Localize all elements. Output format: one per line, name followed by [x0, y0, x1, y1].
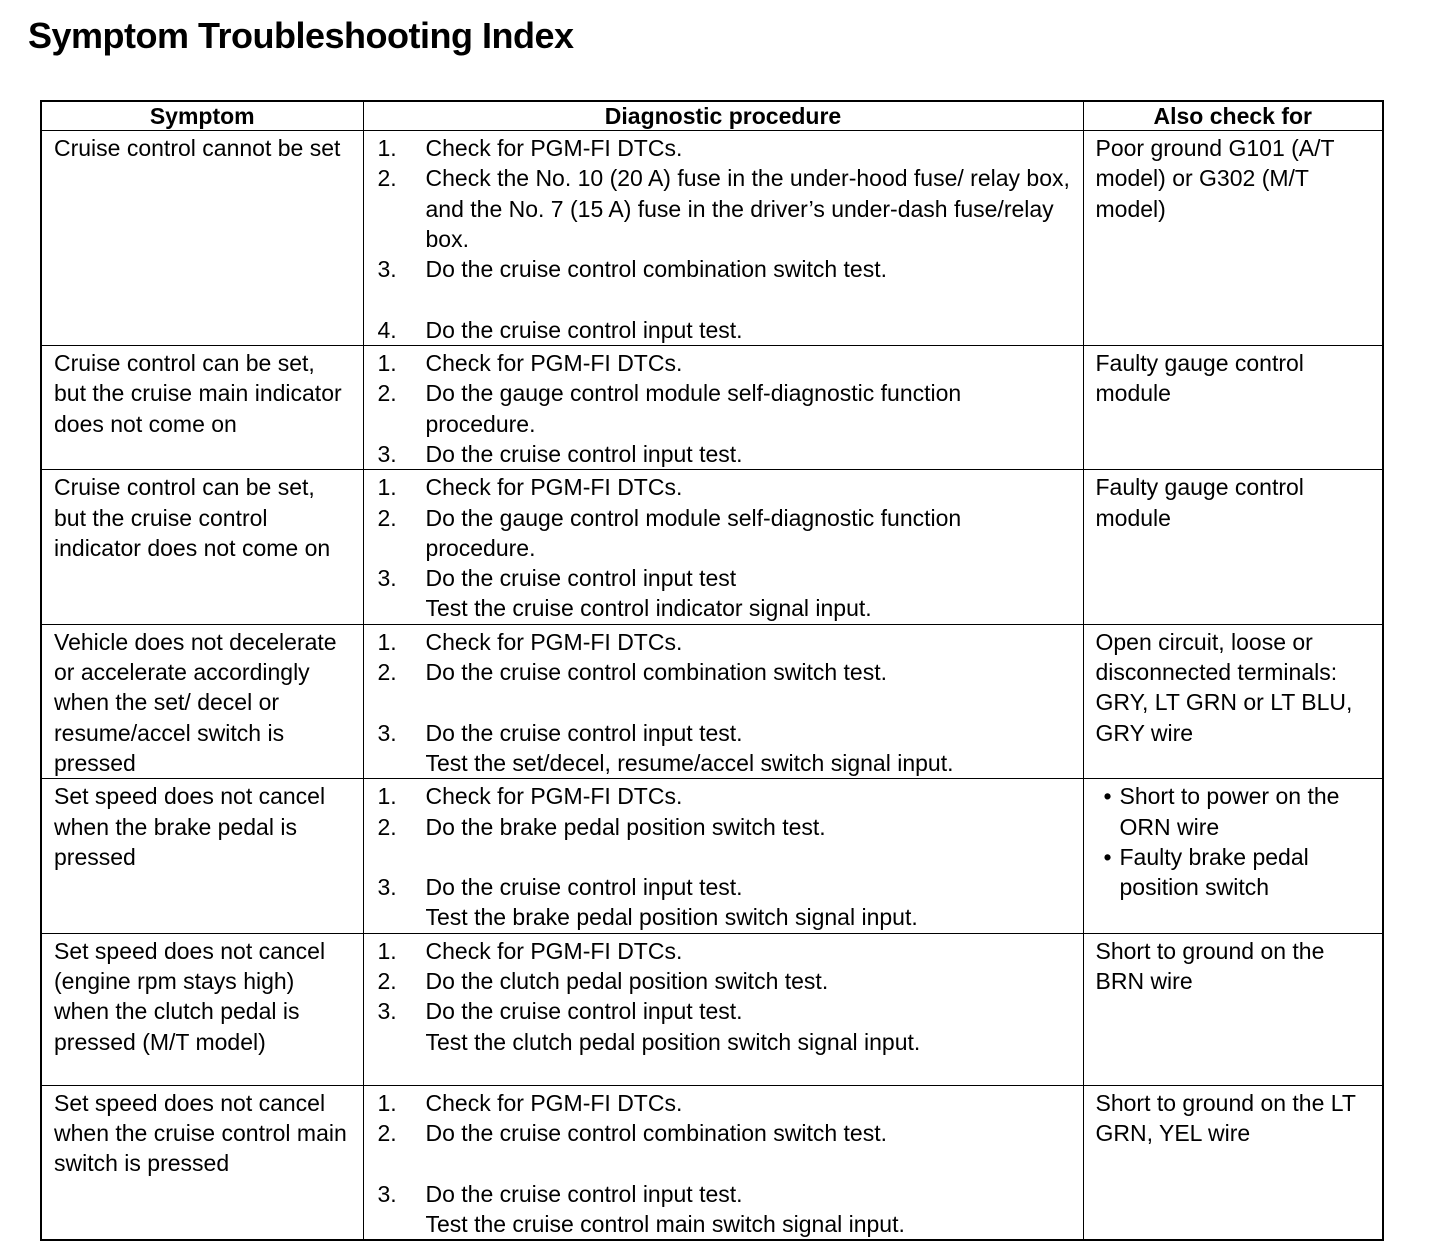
procedure-step: [378, 133, 1073, 163]
also-check-cell: Open circuit, loose or disconnected terminals: GRY, LT GRN or LT BLU, GRY wire: [1083, 624, 1383, 778]
list-item: • Faulty brake pedal position switch: [1096, 842, 1373, 903]
step-text: Do the cruise control combination switch test.: [425, 1120, 887, 1147]
procedure-step: [378, 936, 1073, 966]
step-number: 2.: [377, 380, 397, 407]
symptom-cell: Set speed does not cancel when the cruise control main switch is pressed: [41, 1085, 363, 1240]
procedure-step: [378, 1088, 1073, 1118]
also-check-cell: Short to ground on the BRN wire: [1083, 933, 1383, 1085]
page-title: Symptom Troubleshooting Index: [28, 15, 574, 56]
procedure-step: [378, 627, 1073, 657]
procedure-cell: [363, 470, 1083, 624]
procedure-step: [378, 503, 1073, 564]
step-text: Check for PGM-FI DTCs.: [425, 474, 683, 501]
step-text: Check for PGM-FI DTCs.: [425, 937, 683, 964]
header-symptom: Symptom: [41, 101, 363, 131]
step-number: 4.: [377, 316, 397, 343]
step-number: 3.: [377, 440, 397, 467]
list-item-text: Short to power on the ORN wire: [1119, 783, 1340, 840]
table-row: [41, 779, 1383, 933]
symptom-cell: Set speed does not cancel when the brake pedal is pressed: [41, 779, 363, 933]
also-check-list: [1096, 781, 1373, 902]
step-text: Check the No. 10 (20 A) fuse in the under-hood fuse/ relay box, and the No. 7 (15 A) fuse in the driver’s under-dash fuse/relay box.: [425, 165, 1070, 252]
procedure-cell: [363, 624, 1083, 778]
symptom-cell: Vehicle does not decelerate or accelerate accordingly when the set/ decel or resume/accel switch is pressed: [41, 624, 363, 778]
step-text: Do the cruise control input test.: [425, 440, 743, 467]
header-row: [41, 101, 1383, 131]
procedure-step: [378, 872, 1073, 933]
procedure-step: [378, 1179, 1073, 1240]
also-check-cell: Short to ground on the LT GRN, YEL wire: [1083, 1085, 1383, 1240]
step-number: 3.: [377, 565, 397, 592]
step-number: 1.: [377, 628, 397, 655]
step-number: 3.: [377, 874, 397, 901]
step-subtext: Test the clutch pedal position switch signal input.: [425, 1028, 921, 1055]
step-text: Do the cruise control combination switch test.: [425, 659, 887, 686]
header-also-check: Also check for: [1083, 101, 1383, 131]
procedure-cell: [363, 346, 1083, 470]
procedure-cell: [363, 131, 1083, 346]
procedure-cell: [363, 1085, 1083, 1240]
also-check-cell: Faulty gauge control module: [1083, 470, 1383, 624]
step-text: Do the gauge control module self-diagnostic function procedure.: [425, 380, 962, 437]
step-text: Check for PGM-FI DTCs.: [425, 628, 683, 655]
list-item-text: Faulty brake pedal position switch: [1119, 843, 1309, 901]
procedure-step: [378, 1118, 1073, 1148]
step-number: 2.: [377, 968, 397, 995]
procedure-step: [378, 563, 1073, 624]
table-row: [41, 346, 1383, 470]
procedure-step: [378, 812, 1073, 842]
table-row: [41, 624, 1383, 778]
step-number: 2.: [377, 1120, 397, 1147]
step-number: 1.: [377, 937, 397, 964]
step-number: 2.: [377, 813, 397, 840]
step-text: Do the gauge control module self-diagnostic function procedure.: [425, 504, 962, 561]
step-number: 1.: [377, 1089, 397, 1116]
step-text: Do the clutch pedal position switch test.: [425, 968, 829, 995]
table-row: [41, 131, 1383, 346]
step-subtext: Test the set/decel, resume/accel switch signal input.: [425, 749, 954, 776]
table-row: [41, 470, 1383, 624]
procedure-step: [378, 472, 1073, 502]
header-procedure: Diagnostic procedure: [363, 101, 1083, 131]
procedure-step: [378, 439, 1073, 469]
step-text: Do the cruise control input test.: [425, 998, 743, 1025]
procedure-cell: [363, 933, 1083, 1085]
step-text: Check for PGM-FI DTCs.: [425, 783, 683, 810]
step-subtext: Test the cruise control indicator signal input.: [425, 595, 872, 622]
step-text: Do the cruise control input test.: [425, 1180, 743, 1207]
step-number: 1.: [377, 474, 397, 501]
symptom-cell: Cruise control can be set, but the cruise control indicator does not come on: [41, 470, 363, 624]
procedure-step: [378, 781, 1073, 811]
procedure-step: [378, 996, 1073, 1057]
step-text: Check for PGM-FI DTCs.: [425, 1089, 683, 1116]
procedure-step: [378, 348, 1073, 378]
step-text: Do the cruise control input test: [425, 565, 737, 592]
procedure-step: [378, 378, 1073, 439]
step-subtext: Test the cruise control main switch signal input.: [425, 1210, 905, 1237]
step-text: Check for PGM-FI DTCs.: [425, 135, 683, 161]
step-text: Do the cruise control input test.: [425, 719, 743, 746]
procedure-step: [378, 315, 1073, 345]
step-text: Check for PGM-FI DTCs.: [425, 350, 683, 377]
procedure-cell: [363, 779, 1083, 933]
also-check-cell: Faulty gauge control module: [1083, 346, 1383, 470]
procedure-step: [378, 718, 1073, 779]
procedure-step: [378, 657, 1073, 687]
also-check-cell: Poor ground G101 (A/T model) or G302 (M/T model): [1083, 131, 1383, 346]
symptom-cell: Set speed does not cancel (engine rpm stays high) when the clutch pedal is pressed (M/T model): [41, 933, 363, 1085]
table-row: [41, 933, 1383, 1085]
step-text: Do the cruise control input test.: [425, 874, 743, 901]
procedure-step: [378, 163, 1073, 254]
procedure-step: [378, 254, 1073, 284]
step-text: Do the brake pedal position switch test.: [425, 813, 826, 840]
also-check-cell: [1083, 779, 1383, 933]
step-number: 3.: [377, 1180, 397, 1207]
step-text: Do the cruise control combination switch test.: [425, 256, 887, 283]
step-number: 2.: [377, 504, 397, 531]
procedure-step: [378, 966, 1073, 996]
step-number: 3.: [377, 719, 397, 746]
symptom-cell: Cruise control can be set, but the cruise main indicator does not come on: [41, 346, 363, 470]
list-item: • Short to power on the ORN wire: [1096, 781, 1373, 842]
step-number: 2.: [377, 659, 397, 686]
step-number: 1.: [377, 135, 397, 161]
step-number: 3.: [377, 998, 397, 1025]
symptom-cell: Cruise control cannot be set: [41, 131, 363, 346]
step-text: Do the cruise control input test.: [425, 316, 743, 343]
troubleshooting-table: [40, 100, 1384, 1241]
step-number: 2.: [377, 165, 397, 192]
step-number: 1.: [377, 783, 397, 810]
step-number: 3.: [377, 256, 397, 283]
step-subtext: Test the brake pedal position switch signal input.: [425, 904, 918, 931]
table-row: [41, 1085, 1383, 1240]
step-number: 1.: [377, 350, 397, 377]
